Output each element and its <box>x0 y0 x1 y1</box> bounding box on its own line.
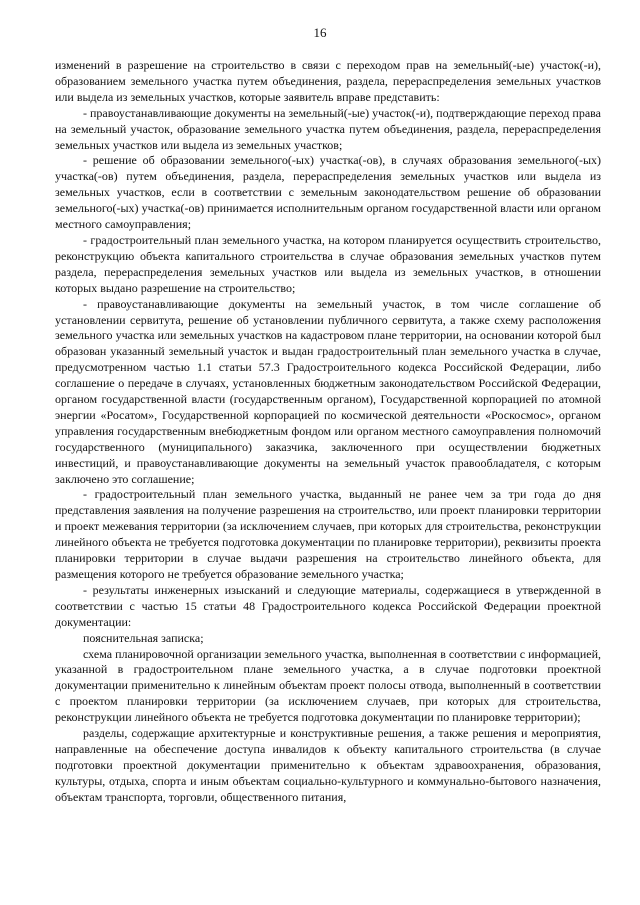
paragraph-urban-plan: - градостроительный план земельного участка, на котором планируется осуществить строительство, реконструкцию объекта капитального строительства в случае образования земельных участков путем раздела, перераспределения земельных участков или выдела из земельных участков, в отношении которых выдано разрешение на строительство; <box>55 232 601 295</box>
paragraph-urban-plan-3years: - градостроительный план земельного участка, выданный не ранее чем за три года до дня представления заявления на получение разрешения на строительство, или проект планировки территории и проект межевания территории (за исключением случаев, при которых для строительства, реконструкции линейного объекта не требуется подготовка документации по планировке территории), реквизиты проекта планировки территории в случае выдачи разрешения на строительство линейного объекта, для размещения которого не требуется образование земельного участка; <box>55 487 601 581</box>
paragraph-land-documents: - правоустанавливающие документы на земельный участок, в том числе соглашение об установлении сервитута, решение об установлении публичного сервитута, а также схему расположения земельного участка или земельных участков на кадастровом плане территории, на основании которой был образован указанный земельный участок и выдан градостроительный план земельного участка в случае, предусмотренном частью 1.1 статьи 57.3 Градостроительного кодекса Российской Федерации, либо соглашение о передаче в случаях, установленных бюджетным законодательством Российской Федерации, органом государственной власти (государственным органом), Государственной корпорацией по атомной энергии «Росатом», Государственной корпорацией по космической деятельности «Роскосмос», органом управления государственным внебюджетным фондом или органом местного самоуправления полномочий государственного (муниципального) заказчика, заключенного при осуществлении бюджетных инвестиций, и правоустанавливающие документы на земельный участок правообладателя, с которым заключено это соглашение; <box>55 296 601 486</box>
paragraph-architecture: разделы, содержащие архитектурные и конструктивные решения, а также решения и мероприятия, направленные на обеспечение доступа инвалидов к объекту капитального строительства (в случае подготовки проектной документации применительно к объектам здравоохранения, образования, культуры, отдыха, спорта и иным объектам социально-культурного и коммунально-бытового назначения, объектам транспорта, торговли, общественного питания, <box>55 726 601 804</box>
paragraph-formation-decision: - решение об образовании земельного(-ых) участка(-ов), в случаях образования земельного(-ых) участка(-ов) путем объединения, раздела, перераспределения земельных участков или выдела из земельных участков, если в соответствии с земельным законодательством решение об образовании земельного(-ых) участка(-ов) принимается исполнительным органом государственной власти или органом местного самоуправления; <box>55 153 601 232</box>
paragraph-intro: изменений в разрешение на строительство в связи с переходом прав на земельный(-ые) участок(-и), образованием земельного участка путем объединения, раздела, перераспределения земельных участков или выдела из земельных участков, которые заявитель вправе представить: <box>55 58 601 104</box>
paragraph-site-scheme: схема планировочной организации земельного участка, выполненная в соответствии с информацией, указанной в градостроительном плане земельного участка, а в случае подготовки проектной документации применительно к линейным объектам проект полосы отвода, выполненный в соответствии с проектом планировки территории (за исключением случаев, при которых для строительства, реконструкции линейного объекта не требуется подготовка документации по планировке территории); <box>55 646 601 725</box>
paragraph-title-documents: - правоустанавливающие документы на земельный(-ые) участок(-и), подтверждающие переход права на земельный участок, образование земельного участка путем объединения, раздела, перераспределения земельных участков или выдела из земельных участков; <box>55 105 601 152</box>
page-number: 16 <box>313 25 327 40</box>
paragraph-explanatory-note: пояснительная записка; <box>83 630 204 645</box>
paragraph-survey-results: - результаты инженерных изысканий и следующие материалы, содержащиеся в утвержденной в соответствии с частью 15 статьи 48 Градостроительного кодекса Российской Федерации проектной документации: <box>55 582 601 629</box>
document-body <box>55 58 601 806</box>
